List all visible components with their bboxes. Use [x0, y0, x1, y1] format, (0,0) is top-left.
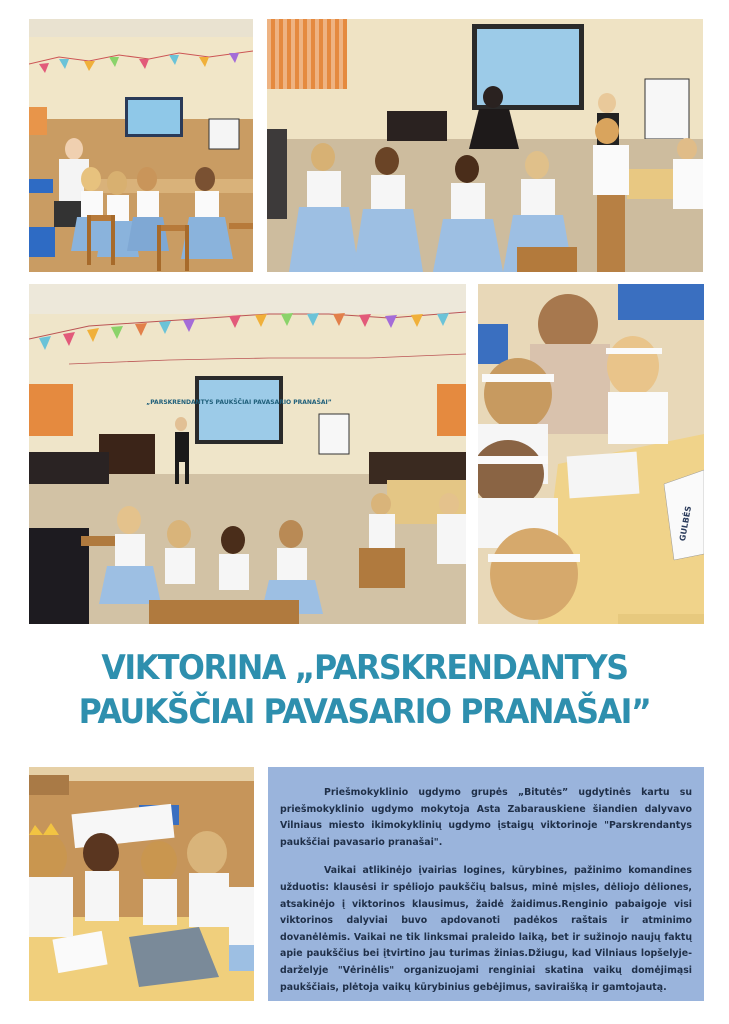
- photo-girls-closeup: [478, 284, 704, 624]
- name-card-text: GULBĖS: [678, 505, 694, 542]
- headline-line-2: PAUKŠČIAI PAVASARIO PRANAŠAI”: [78, 692, 651, 732]
- article-paragraph-1: Priešmokyklinio ugdymo grupės „Bitutės” ugdytinės kartu su priešmokyklinio ugdymo mokytoja Asta Zabarauskiene šiandien dalyvavo Vilniaus miesto ikimokyklinių ugdymo įstaigų viktorinoje "Parskrendantys paukščiai pavasario pranašai".: [280, 787, 692, 848]
- article-text-box: [268, 767, 704, 1001]
- photo-girls-by-screen: [267, 19, 703, 272]
- headline-line-1: VIKTORINA „PARSKRENDANTYS: [101, 648, 628, 688]
- photo-girls-puzzles: [29, 767, 254, 1001]
- screen-text: „PARSKRENDANTYS PAUKŠČIAI PAVASARIO PRANAŠAI”: [146, 399, 332, 406]
- photo-hall-audience: [29, 284, 466, 624]
- article-paragraph-2: Vaikai atlikinėjo įvairias logines, kūrybines, pažinimo komandines užduotis: klausėsi ir spėliojo paukščių balsus, minė mįsles, dėliojo dėliones, atsakinėjo į viktorinos klausimus, žaidė žaidimus.Renginio pabaigoje visi viktorinos dalyviai buvo apdovanoti padėkos raštais ir atminimo dovanėlėmis. Vaikai ne tik linksmai praleido laiką, bet ir sužinojo naujų faktų apie paukščius bei įtvirtino jau turimas žinias.Džiugu, kad Vilniaus lopšelyje-darželyje "Vėrinėlis" organizuojami renginiai skatina vaikų domėjimąsi paukščiais, plėtoja vaikų kūrybinius gebėjimus, saviraišką ir gamtojautą.: [280, 865, 692, 993]
- headline: [26, 646, 704, 734]
- photo-girls-seated: [29, 19, 253, 272]
